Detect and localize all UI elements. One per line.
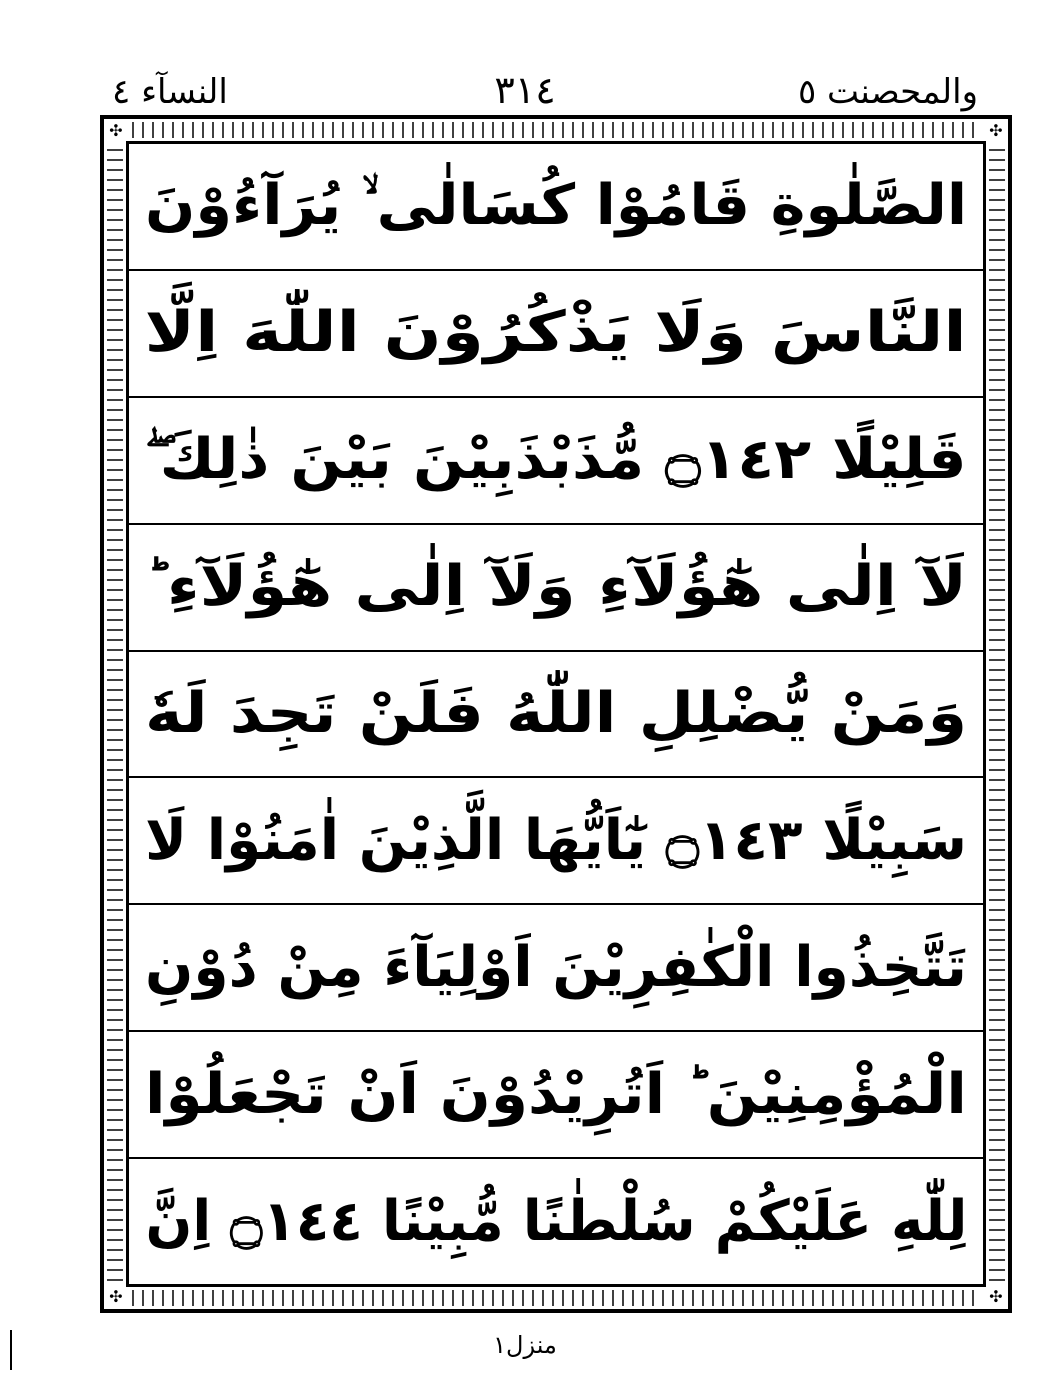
verse-line-text: سَبِيْلًا ۝١٤٣ يٰٓاَيُّهَا الَّذِيْنَ اٰمَنُوْا لَا <box>145 807 967 873</box>
verse-line-text: الْمُؤْمِنِيْنَ ؕ اَتُرِيْدُوْنَ اَنْ تَجْعَلُوْا <box>145 1061 967 1127</box>
verse-line-text: لِلّٰهِ عَلَيْكُمْ سُلْطٰنًا مُّبِيْنًا ۝١٤٤ اِنَّ <box>145 1188 967 1254</box>
verse-line <box>129 1032 983 1159</box>
verse-line-text: تَتَّخِذُوا الْكٰفِرِيْنَ اَوْلِيَآءَ مِنْ دُوْنِ <box>145 934 967 1000</box>
verse-line-text: لَآ اِلٰى هٰٓؤُلَآءِ وَلَآ اِلٰى هٰٓؤُلَآءِ ؕ <box>144 554 968 620</box>
verse-line-text: وَمَنْ يُّضْلِلِ اللّٰهُ فَلَنْ تَجِدَ لَهٗ <box>144 681 968 746</box>
verse-line <box>129 778 983 905</box>
ornamental-border-bottom <box>132 1290 980 1306</box>
verse-lines <box>129 144 983 1284</box>
verse-line-text: الصَّلٰوةِ قَامُوْا كُسَالٰى ۙ يُرَآءُوْنَ <box>144 173 968 239</box>
verse-line <box>129 1159 983 1284</box>
corner-ornament-icon: ✣ <box>989 121 1003 140</box>
header-juz-name: والمحصنت ٥ <box>797 72 978 112</box>
verse-line-text: قَلِيْلًا ۝١٤٢ مُّذَبْذَبِيْنَ بَيْنَ ذٰلِكَ ۖ <box>144 427 968 493</box>
verse-line <box>129 652 983 779</box>
header-surah-name: النسآء ٤ <box>112 72 228 112</box>
verse-line <box>129 525 983 652</box>
corner-ornament-icon: ✣ <box>109 121 123 140</box>
corner-ornament-icon: ✣ <box>109 1287 123 1306</box>
page-frame <box>100 115 1012 1313</box>
ornamental-border-top <box>132 122 980 138</box>
verse-line-text: النَّاسَ وَلَا يَذْكُرُوْنَ اللّٰهَ اِلَّا <box>144 300 968 366</box>
verse-line <box>129 144 983 271</box>
verse-line <box>129 271 983 398</box>
page-number: ٣١٤ <box>494 68 556 112</box>
manzil-footer: منزل١ <box>493 1331 557 1359</box>
margin-mark <box>10 1330 12 1370</box>
ornamental-border-left <box>107 147 123 1281</box>
ornamental-border-right <box>989 147 1005 1281</box>
text-panel <box>126 141 986 1287</box>
verse-line <box>129 905 983 1032</box>
corner-ornament-icon: ✣ <box>989 1287 1003 1306</box>
verse-line <box>129 398 983 525</box>
